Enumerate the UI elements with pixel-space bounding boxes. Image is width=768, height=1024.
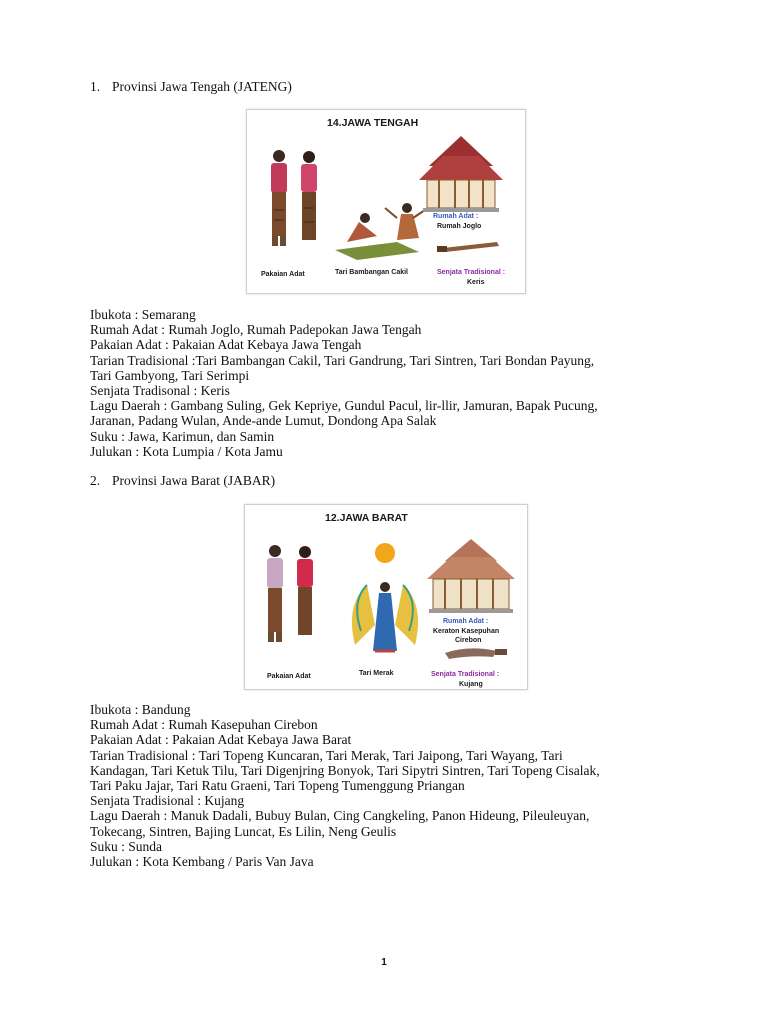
jawa-barat-illustration	[244, 504, 528, 690]
keraton-house-picture	[427, 539, 515, 613]
info-line: Tari Paku Jajar, Tari Ratu Graeni, Tari Topeng Tumenggung Priangan	[90, 778, 465, 794]
figure-1-caption-dance: Tari Bambangan Cakil	[335, 269, 409, 276]
info-line: Suku : Sunda	[90, 838, 163, 854]
traditional-clothing-picture	[271, 150, 317, 246]
info-line: Tokecang, Sintren, Bajing Luncat, Es Lilin, Neng Geulis	[90, 823, 397, 839]
figure-2-caption-weapon-label: Senjata Tradisional :	[431, 671, 500, 678]
section-1-heading	[90, 79, 292, 95]
info-line: Senjata Tradisional : Kujang	[90, 793, 245, 809]
info-line: Suku : Jawa, Karimun, dan Samin	[90, 428, 275, 444]
figure-1-caption-weapon-label: Senjata Tradisional :	[437, 269, 506, 276]
figure-2-caption-house-label: Rumah Adat :	[443, 618, 489, 625]
info-line: Pakaian Adat : Pakaian Adat Kebaya Jawa Tengah	[90, 337, 362, 353]
info-line: Kandagan, Tari Ketuk Tilu, Tari Digenjring Bonyok, Tari Sipytri Sintren, Tari Topeng Cisalak,	[90, 762, 600, 778]
dance-picture	[335, 203, 425, 260]
info-line: Jaranan, Padang Wulan, Ande-ande Lumut, Dondong Apa Salak	[90, 413, 437, 429]
page-number: 1	[381, 957, 387, 968]
info-line: Senjata Tradisonal : Keris	[90, 383, 230, 399]
figure-2-caption-weapon: Kujang	[459, 681, 483, 688]
section-2-title: Provinsi Jawa Barat (JABAR)	[112, 473, 276, 488]
figure-2-caption-dance: Tari Merak	[359, 670, 394, 677]
info-line: Tarian Tradisional : Tari Topeng Kuncaran, Tari Merak, Tari Jaipong, Tari Wayang, Tari	[90, 747, 563, 763]
figure-1-caption-clothing: Pakaian Adat	[261, 271, 305, 278]
figure-2-caption-house: Keraton Kasepuhan	[433, 628, 500, 635]
section-1-info	[90, 307, 690, 459]
figure-1-caption-weapon: Keris	[467, 279, 485, 286]
section-2-number: 2.	[90, 473, 101, 488]
section-2-heading	[90, 473, 275, 489]
figure-2-caption-house-2: Cirebon	[455, 637, 482, 644]
info-line: Rumah Adat : Rumah Joglo, Rumah Padepokan Jawa Tengah	[90, 322, 422, 338]
figure-2-caption-clothing: Pakaian Adat	[267, 673, 311, 680]
info-line: Lagu Daerah : Gambang Suling, Gek Kepriye, Gundul Pacul, lir-llir, Jamuran, Bapak Pucung,	[90, 398, 598, 414]
info-line: Ibukota : Semarang	[90, 307, 196, 322]
figure-2-title: 12.JAWA BARAT	[325, 512, 408, 524]
joglo-house-picture	[419, 136, 503, 212]
section-2-info	[90, 702, 690, 869]
section-1-title: Provinsi Jawa Tengah (JATENG)	[112, 79, 292, 94]
info-line: Lagu Daerah : Manuk Dadali, Bubuy Bulan, Cing Cangkeling, Panon Hideung, Pileuleuyan,	[90, 808, 590, 824]
info-line: Rumah Adat : Rumah Kasepuhan Cirebon	[90, 717, 318, 733]
jawa-tengah-illustration	[246, 109, 526, 294]
figure-1-caption-house-label: Rumah Adat :	[433, 213, 479, 220]
info-line: Julukan : Kota Kembang / Paris Van Java	[90, 854, 314, 870]
info-line: Julukan : Kota Lumpia / Kota Jamu	[90, 443, 283, 459]
info-line: Pakaian Adat : Pakaian Adat Kebaya Jawa Barat	[90, 732, 352, 748]
traditional-clothing-picture	[267, 545, 313, 642]
kujang-picture	[445, 648, 507, 659]
info-line: Tarian Tradisional :Tari Bambangan Cakil, Tari Gandrung, Tari Sintren, Tari Bondan Payung,	[90, 352, 595, 368]
figure-1-caption-house: Rumah Joglo	[437, 223, 482, 230]
info-line: Tari Gambyong, Tari Serimpi	[90, 367, 250, 383]
section-1-number: 1.	[90, 79, 101, 94]
keris-picture	[437, 242, 499, 252]
info-line: Ibukota : Bandung	[90, 702, 191, 717]
figure-1-title: 14.JAWA TENGAH	[327, 117, 419, 129]
peacock-dance-picture	[352, 543, 418, 651]
